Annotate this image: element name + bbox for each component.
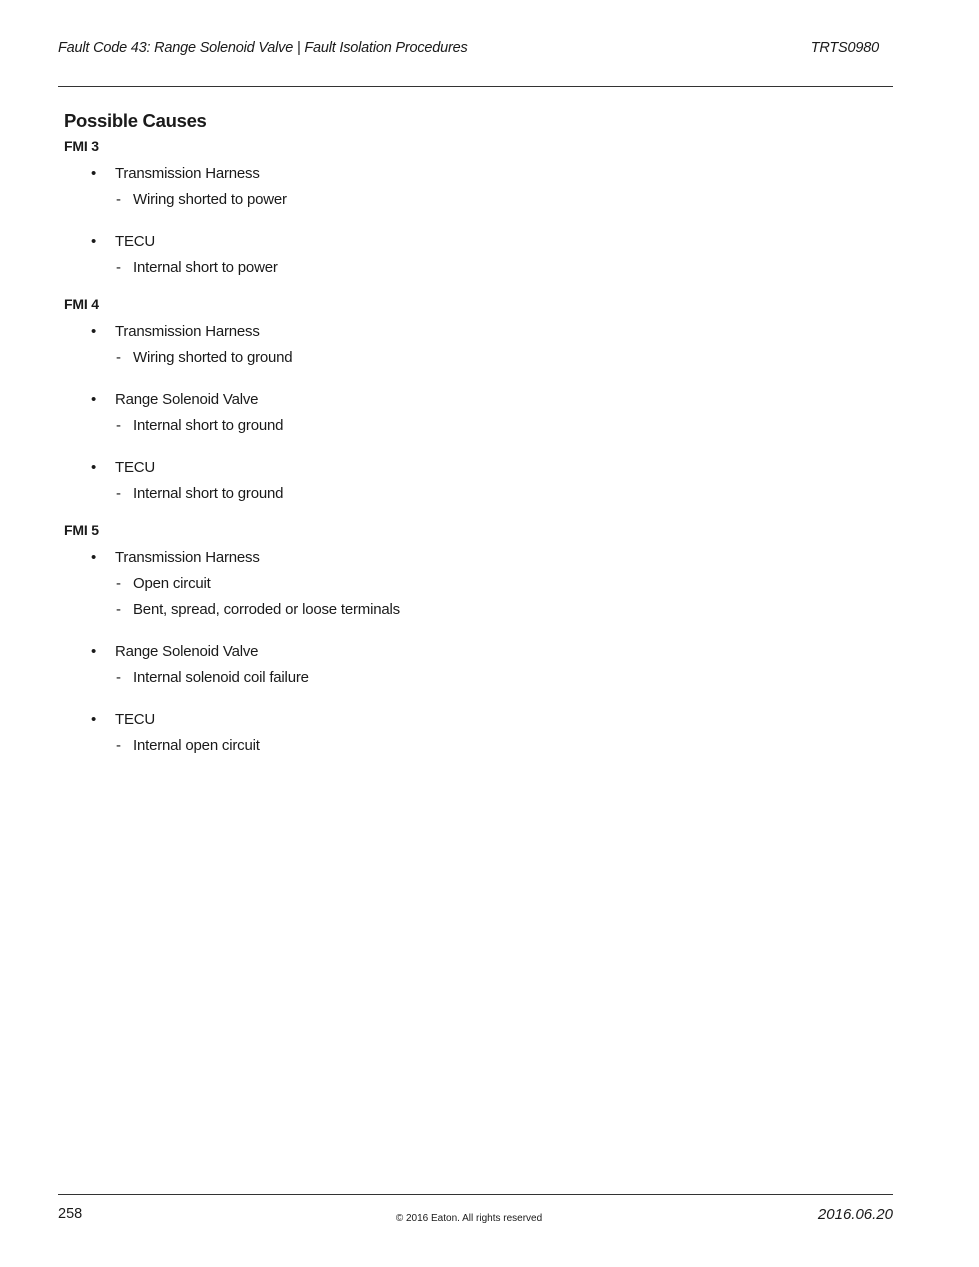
cause-item	[64, 390, 764, 436]
bullet-marker: •	[91, 643, 97, 660]
cause-detail: Bent, spread, corroded or loose terminals	[133, 601, 400, 618]
cause-label: Transmission Harness	[115, 165, 260, 182]
dash-marker: -	[116, 259, 121, 276]
cause-label: TECU	[115, 711, 156, 728]
page-header	[58, 40, 893, 60]
header-doc-number: TRTS0980	[810, 40, 879, 56]
cause-detail: Internal short to ground	[133, 485, 284, 502]
dash-marker: -	[116, 191, 121, 208]
bullet-marker: •	[91, 711, 97, 728]
cause-detail: Wiring shorted to ground	[133, 349, 293, 366]
dash-marker: -	[116, 575, 121, 592]
fmi-heading: FMI 5	[64, 522, 99, 538]
dash-marker: -	[116, 737, 121, 754]
revision-date: 2016.06.20	[817, 1206, 893, 1223]
bullet-marker: •	[91, 459, 97, 476]
bullet-marker: •	[91, 323, 97, 340]
footer-divider	[58, 1194, 893, 1195]
dash-marker: -	[116, 669, 121, 686]
cause-item	[64, 232, 764, 278]
cause-label: Range Solenoid Valve	[115, 643, 259, 660]
header-divider	[58, 86, 893, 87]
bullet-marker: •	[91, 233, 97, 250]
dash-marker: -	[116, 349, 121, 366]
cause-item	[64, 322, 764, 368]
header-title: Fault Code 43: Range Solenoid Valve | Fault Isolation Procedures	[58, 40, 468, 56]
cause-label: Transmission Harness	[115, 323, 260, 340]
fmi-heading: FMI 3	[64, 138, 99, 154]
dash-marker: -	[116, 417, 121, 434]
cause-label: Transmission Harness	[115, 549, 260, 566]
cause-item	[64, 642, 764, 688]
dash-marker: -	[116, 485, 121, 502]
cause-detail: Wiring shorted to power	[133, 191, 287, 208]
cause-label: TECU	[115, 459, 156, 476]
page-number: 258	[58, 1206, 83, 1222]
section-title: Possible Causes	[64, 110, 207, 131]
dash-marker: -	[116, 601, 121, 618]
cause-item	[64, 164, 764, 210]
cause-label: Range Solenoid Valve	[115, 391, 259, 408]
bullet-marker: •	[91, 165, 97, 182]
cause-item	[64, 548, 764, 620]
bullet-marker: •	[91, 549, 97, 566]
copyright-notice: © 2016 Eaton. All rights reserved	[395, 1213, 543, 1224]
cause-detail: Internal open circuit	[133, 737, 260, 754]
cause-label: TECU	[115, 233, 156, 250]
cause-item	[64, 710, 764, 756]
cause-detail: Open circuit	[133, 575, 211, 592]
cause-detail: Internal short to ground	[133, 417, 284, 434]
cause-item	[64, 458, 764, 504]
cause-detail: Internal short to power	[133, 259, 278, 276]
main-content	[64, 110, 764, 756]
bullet-marker: •	[91, 391, 97, 408]
fmi-heading: FMI 4	[64, 296, 99, 312]
cause-detail: Internal solenoid coil failure	[133, 669, 309, 686]
